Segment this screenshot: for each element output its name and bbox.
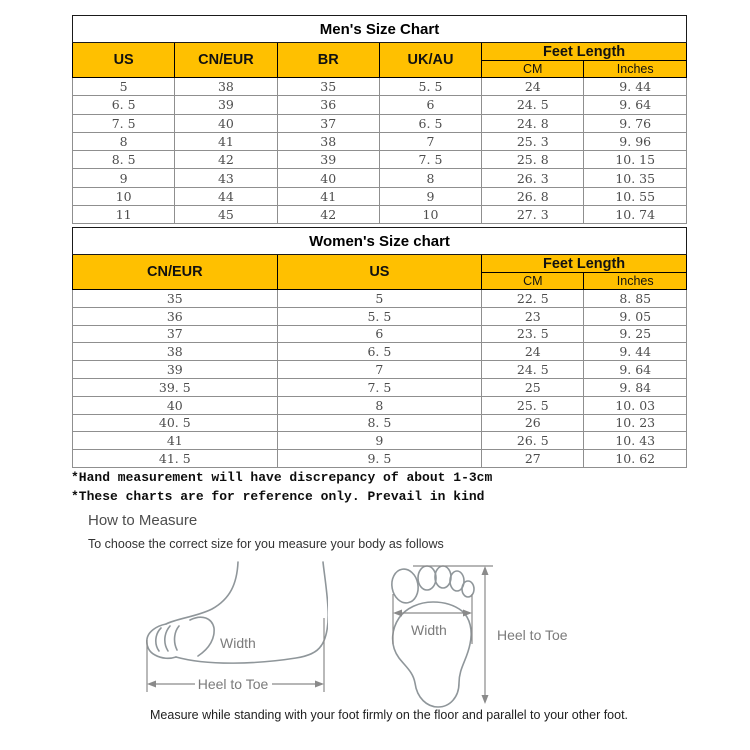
size-cell: 27. 3 bbox=[482, 206, 584, 224]
table-row bbox=[73, 414, 687, 432]
size-cell: 5. 5 bbox=[379, 78, 481, 96]
size-cell: 24 bbox=[482, 343, 584, 361]
top-width-label: Width bbox=[411, 622, 447, 638]
size-cell: 5 bbox=[73, 78, 175, 96]
table-row bbox=[73, 450, 687, 468]
size-cell: 9. 84 bbox=[584, 378, 687, 396]
col-header-us: US bbox=[73, 43, 175, 78]
size-cell: 45 bbox=[175, 206, 277, 224]
size-cell: 8. 5 bbox=[73, 151, 175, 169]
size-cell: 44 bbox=[175, 187, 277, 205]
size-cell: 9. 64 bbox=[584, 96, 687, 114]
womens-chart-title: Women's Size chart bbox=[73, 228, 687, 255]
size-cell: 9. 44 bbox=[584, 343, 687, 361]
table-row bbox=[73, 114, 687, 132]
size-cell: 6. 5 bbox=[73, 96, 175, 114]
size-cell: 26. 5 bbox=[482, 432, 584, 450]
col-header-feet-length: Feet Length bbox=[482, 255, 687, 273]
size-cell: 9 bbox=[379, 187, 481, 205]
size-cell: 41 bbox=[277, 187, 379, 205]
size-cell: 10 bbox=[73, 187, 175, 205]
size-cell: 7 bbox=[277, 361, 482, 379]
size-cell: 9. 96 bbox=[584, 132, 687, 150]
size-cell: 6. 5 bbox=[277, 343, 482, 361]
size-cell: 40 bbox=[277, 169, 379, 187]
size-cell: 9. 64 bbox=[584, 361, 687, 379]
size-cell: 40 bbox=[175, 114, 277, 132]
table-row bbox=[73, 151, 687, 169]
size-cell: 9. 5 bbox=[277, 450, 482, 468]
size-cell: 5 bbox=[277, 290, 482, 308]
size-cell: 35 bbox=[277, 78, 379, 96]
size-cell: 38 bbox=[175, 78, 277, 96]
womens-table-body bbox=[73, 290, 687, 468]
size-cell: 38 bbox=[277, 132, 379, 150]
foot-side-view-diagram bbox=[138, 560, 328, 705]
size-cell: 10. 55 bbox=[584, 187, 687, 205]
size-cell: 9. 25 bbox=[584, 325, 687, 343]
size-cell: 41 bbox=[175, 132, 277, 150]
size-cell: 26. 8 bbox=[482, 187, 584, 205]
size-cell: 11 bbox=[73, 206, 175, 224]
mens-chart-title: Men's Size Chart bbox=[73, 16, 687, 43]
side-width-label: Width bbox=[220, 635, 256, 651]
measure-instruction-caption: Measure while standing with your foot firmly on the floor and parallel to your other foot. bbox=[150, 708, 629, 722]
size-cell: 7 bbox=[379, 132, 481, 150]
foot-top-view-diagram bbox=[375, 556, 575, 711]
size-cell: 10. 35 bbox=[584, 169, 687, 187]
table-row bbox=[73, 396, 687, 414]
size-cell: 37 bbox=[73, 325, 278, 343]
size-cell: 23. 5 bbox=[482, 325, 584, 343]
size-cell: 6 bbox=[277, 325, 482, 343]
size-cell: 25 bbox=[482, 378, 584, 396]
size-cell: 9 bbox=[277, 432, 482, 450]
col-header-cn-eur: CN/EUR bbox=[175, 43, 277, 78]
size-cell: 9. 44 bbox=[584, 78, 687, 96]
size-cell: 10. 03 bbox=[584, 396, 687, 414]
size-cell: 6. 5 bbox=[379, 114, 481, 132]
col-header-br: BR bbox=[277, 43, 379, 78]
size-cell: 10. 74 bbox=[584, 206, 687, 224]
table-row bbox=[73, 96, 687, 114]
col-header-cm: CM bbox=[482, 61, 584, 78]
size-cell: 26. 3 bbox=[482, 169, 584, 187]
col-header-us: US bbox=[277, 255, 482, 290]
size-cell: 42 bbox=[175, 151, 277, 169]
size-cell: 38 bbox=[73, 343, 278, 361]
size-cell: 41. 5 bbox=[73, 450, 278, 468]
size-cell: 8 bbox=[277, 396, 482, 414]
table-row bbox=[73, 432, 687, 450]
table-row bbox=[73, 307, 687, 325]
table-row bbox=[73, 206, 687, 224]
size-cell: 22. 5 bbox=[482, 290, 584, 308]
size-cell: 10. 23 bbox=[584, 414, 687, 432]
size-cell: 10. 62 bbox=[584, 450, 687, 468]
size-cell: 24. 5 bbox=[482, 96, 584, 114]
womens-size-table bbox=[72, 227, 687, 468]
size-cell: 39 bbox=[175, 96, 277, 114]
size-cell: 39 bbox=[277, 151, 379, 169]
col-header-feet-length: Feet Length bbox=[482, 43, 687, 61]
reference-notes bbox=[71, 469, 492, 506]
size-cell: 25. 5 bbox=[482, 396, 584, 414]
size-cell: 25. 3 bbox=[482, 132, 584, 150]
foot-top-view-icon bbox=[375, 556, 575, 711]
size-cell: 8 bbox=[379, 169, 481, 187]
top-heel-to-toe-label: Heel to Toe bbox=[497, 627, 568, 643]
mens-size-table bbox=[72, 15, 687, 224]
size-cell: 39. 5 bbox=[73, 378, 278, 396]
size-cell: 7. 5 bbox=[277, 378, 482, 396]
size-cell: 8 bbox=[73, 132, 175, 150]
size-cell: 26 bbox=[482, 414, 584, 432]
table-row bbox=[73, 361, 687, 379]
col-header-cn-eur: CN/EUR bbox=[73, 255, 278, 290]
table-row bbox=[73, 343, 687, 361]
note-line-2: *These charts are for reference only. Prevail in kind bbox=[71, 488, 485, 504]
table-row bbox=[73, 290, 687, 308]
size-cell: 10. 43 bbox=[584, 432, 687, 450]
size-cell: 23 bbox=[482, 307, 584, 325]
size-cell: 5. 5 bbox=[277, 307, 482, 325]
size-cell: 9. 76 bbox=[584, 114, 687, 132]
table-row bbox=[73, 132, 687, 150]
col-header-inches: Inches bbox=[584, 273, 687, 290]
table-row bbox=[73, 169, 687, 187]
size-cell: 24. 5 bbox=[482, 361, 584, 379]
size-cell: 41 bbox=[73, 432, 278, 450]
size-cell: 43 bbox=[175, 169, 277, 187]
size-cell: 7. 5 bbox=[73, 114, 175, 132]
size-cell: 40 bbox=[73, 396, 278, 414]
size-cell: 9 bbox=[73, 169, 175, 187]
side-heel-to-toe-label: Heel to Toe bbox=[197, 676, 269, 692]
size-cell: 8. 85 bbox=[584, 290, 687, 308]
col-header-cm: CM bbox=[482, 273, 584, 290]
size-cell: 9. 05 bbox=[584, 307, 687, 325]
mens-table-body bbox=[73, 78, 687, 224]
size-cell: 8. 5 bbox=[277, 414, 482, 432]
size-cell: 6 bbox=[379, 96, 481, 114]
size-cell: 36 bbox=[277, 96, 379, 114]
size-cell: 39 bbox=[73, 361, 278, 379]
size-cell: 7. 5 bbox=[379, 151, 481, 169]
col-header-uk-au: UK/AU bbox=[379, 43, 481, 78]
note-line-1: *Hand measurement will have discrepancy of about 1-3cm bbox=[71, 470, 493, 485]
col-header-inches: Inches bbox=[584, 61, 687, 78]
size-cell: 42 bbox=[277, 206, 379, 224]
table-row bbox=[73, 187, 687, 205]
table-row bbox=[73, 378, 687, 396]
foot-side-view-icon bbox=[138, 560, 328, 705]
size-cell: 35 bbox=[73, 290, 278, 308]
size-cell: 36 bbox=[73, 307, 278, 325]
size-cell: 40. 5 bbox=[73, 414, 278, 432]
how-to-measure-heading: How to Measure bbox=[88, 512, 198, 529]
size-cell: 37 bbox=[277, 114, 379, 132]
how-to-measure-subtitle: To choose the correct size for you measure your body as follows bbox=[88, 537, 444, 551]
table-row bbox=[73, 78, 687, 96]
size-cell: 25. 8 bbox=[482, 151, 584, 169]
size-cell: 10 bbox=[379, 206, 481, 224]
table-row bbox=[73, 325, 687, 343]
size-cell: 24 bbox=[482, 78, 584, 96]
size-cell: 27 bbox=[482, 450, 584, 468]
size-cell: 24. 8 bbox=[482, 114, 584, 132]
size-cell: 10. 15 bbox=[584, 151, 687, 169]
